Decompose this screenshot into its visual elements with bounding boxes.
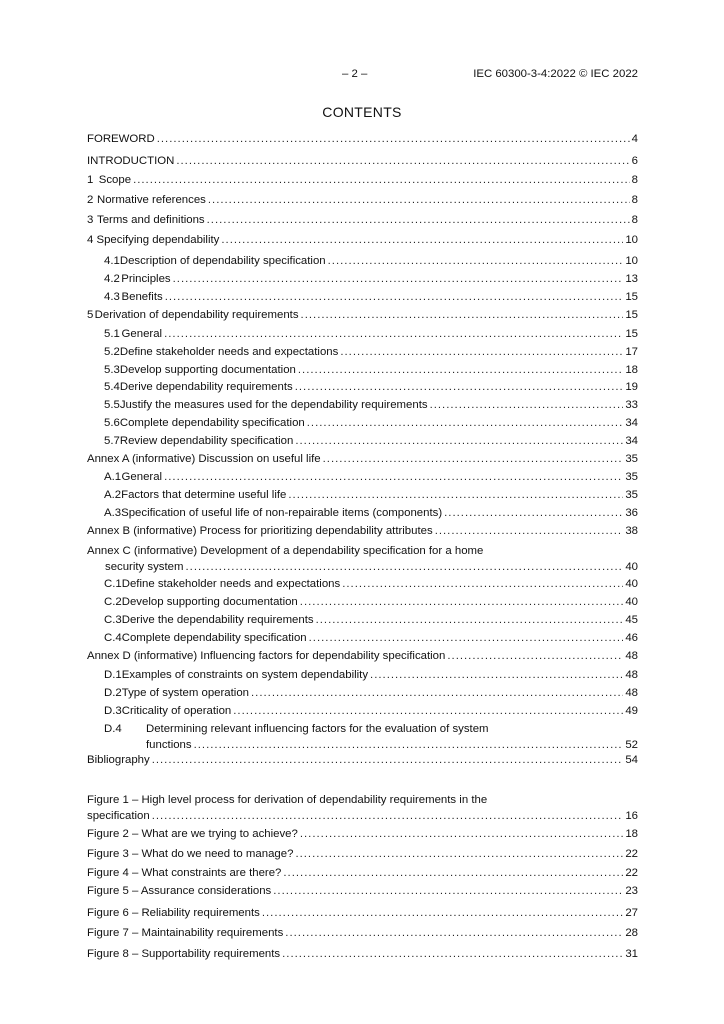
toc-number: 5.2 <box>104 346 120 358</box>
toc-title[interactable]: Figure 2 – What are we trying to achieve? <box>87 828 298 840</box>
dot-leader <box>194 737 624 753</box>
toc-number: 5.1 <box>104 328 120 340</box>
toc-number: C.1 <box>104 578 122 590</box>
toc-entry[interactable] <box>87 543 638 575</box>
toc-number: 4.2 <box>104 273 120 285</box>
toc-entry[interactable] <box>87 469 638 485</box>
dot-leader <box>164 469 623 485</box>
toc-entry[interactable] <box>87 397 638 413</box>
toc-page-number[interactable]: 13 <box>625 273 638 285</box>
toc-page-number[interactable]: 10 <box>625 255 638 267</box>
toc-number: A.3 <box>104 507 122 519</box>
figure-list-entry[interactable] <box>87 905 638 921</box>
toc-page-number[interactable]: 54 <box>625 754 638 766</box>
toc-title[interactable]: Derive dependability requirements <box>119 381 293 393</box>
toc-page-number[interactable]: 18 <box>625 828 638 840</box>
dot-leader <box>273 883 623 899</box>
dot-leader <box>340 344 623 360</box>
toc-entry[interactable] <box>87 630 638 646</box>
toc-number: D.2 <box>104 687 122 699</box>
toc-title[interactable]: Annex A (informative) Discussion on useful life <box>87 453 321 465</box>
toc-number: D.4 <box>104 723 122 735</box>
toc-entry[interactable] <box>87 307 638 323</box>
toc-page-number[interactable]: 40 <box>625 578 638 590</box>
toc-entry[interactable] <box>87 667 638 683</box>
toc-title[interactable]: Description of dependability specification <box>119 255 326 267</box>
toc-page-number[interactable]: 35 <box>625 489 638 501</box>
toc-number: A.2 <box>104 489 122 501</box>
dot-leader <box>328 253 624 269</box>
toc-entry[interactable] <box>87 289 638 305</box>
dot-leader <box>370 667 623 683</box>
dot-leader <box>295 379 624 395</box>
dot-leader <box>300 594 624 610</box>
toc-entry[interactable] <box>87 487 638 503</box>
toc-number: 5.4 <box>104 381 120 393</box>
toc-page-number[interactable]: 15 <box>625 328 638 340</box>
toc-entry[interactable] <box>87 192 638 208</box>
toc-number: C.3 <box>104 614 122 626</box>
toc-entry[interactable] <box>87 752 638 768</box>
dot-leader <box>307 415 624 431</box>
toc-title[interactable]: Review dependability specification <box>119 435 294 447</box>
page-title: CONTENTS <box>322 104 402 120</box>
toc-title[interactable]: security system <box>105 561 184 573</box>
toc-title[interactable]: Justify the measures used for the dependability requirements <box>119 399 428 411</box>
toc-title[interactable]: Normative references <box>96 194 206 206</box>
toc-number: 5 <box>87 309 94 321</box>
toc-title[interactable]: Derivation of dependability requirements <box>94 309 299 321</box>
toc-entry[interactable] <box>87 344 638 360</box>
figure-list-entry[interactable] <box>87 846 638 862</box>
toc-entry[interactable] <box>87 612 638 628</box>
toc-number: 5.3 <box>104 364 120 376</box>
toc-page-number[interactable]: 22 <box>625 848 638 860</box>
toc-page-number[interactable]: 8 <box>631 214 638 226</box>
toc-entry[interactable] <box>87 172 638 188</box>
toc-entry[interactable] <box>87 379 638 395</box>
toc-title[interactable]: Figure 6 – Reliability requirements <box>87 907 260 919</box>
dot-leader <box>430 397 624 413</box>
toc-title[interactable]: Complete dependability specification <box>119 417 305 429</box>
toc-title[interactable]: Benefits <box>121 291 163 303</box>
toc-page-number[interactable]: 10 <box>625 234 638 246</box>
toc-title[interactable]: Determining relevant influencing factors for the evaluation of system <box>146 723 489 735</box>
toc-page-number[interactable]: 28 <box>625 927 638 939</box>
toc-title[interactable]: Complete dependability specification <box>121 632 307 644</box>
toc-entry[interactable] <box>87 271 638 287</box>
toc-number: D.1 <box>104 669 122 681</box>
toc-number: D.3 <box>104 705 122 717</box>
toc-title[interactable]: General <box>121 471 163 483</box>
toc-title[interactable]: Scope <box>98 174 132 186</box>
toc-title[interactable]: INTRODUCTION <box>87 155 175 167</box>
figure-list-entry[interactable] <box>87 826 638 842</box>
toc-entry[interactable] <box>87 253 638 269</box>
toc-title[interactable]: Figure 8 – Supportability requirements <box>87 948 281 960</box>
toc-title[interactable]: Factors that determine useful life <box>121 489 287 501</box>
toc-page-number[interactable]: 15 <box>625 291 638 303</box>
toc-number: 4 <box>87 234 94 246</box>
toc-title[interactable]: functions <box>146 739 192 751</box>
dot-leader <box>282 946 623 962</box>
toc-page-number[interactable]: 18 <box>625 364 638 376</box>
toc-title[interactable]: Specification of useful life of non-repairable items (components) <box>121 507 443 519</box>
toc-title[interactable]: Principles <box>121 273 171 285</box>
document-id: IEC 60300-3-4:2022 © IEC 2022 <box>473 68 638 80</box>
toc-page-number[interactable]: 8 <box>631 174 638 186</box>
toc-title[interactable]: Figure 3 – What do we need to manage? <box>87 848 294 860</box>
dot-leader <box>152 808 624 824</box>
dot-leader <box>298 362 623 378</box>
toc-entry[interactable] <box>87 721 638 753</box>
toc-number: C.2 <box>104 596 122 608</box>
dot-leader <box>251 685 623 701</box>
dot-leader <box>309 630 624 646</box>
toc-title[interactable]: Annex D (informative) Influencing factors for dependability specification <box>87 650 446 662</box>
toc-page-number[interactable]: 45 <box>625 614 638 626</box>
dot-leader <box>233 703 623 719</box>
toc-page-number[interactable]: 34 <box>625 417 638 429</box>
toc-page-number[interactable]: 17 <box>625 346 638 358</box>
toc-entry[interactable] <box>87 523 638 539</box>
toc-title[interactable]: Develop supporting documentation <box>121 596 298 608</box>
toc-title[interactable]: Annex C (informative) Development of a dependability specification for a home <box>87 545 484 557</box>
dot-leader <box>295 846 623 862</box>
toc-number: 5.6 <box>104 417 120 429</box>
toc-title[interactable]: Terms and definitions <box>97 214 205 226</box>
toc-page-number[interactable]: 48 <box>625 687 638 699</box>
toc-page-number[interactable]: 48 <box>625 650 638 662</box>
toc-title[interactable]: Bibliography <box>87 754 150 766</box>
toc-number: C.4 <box>104 632 122 644</box>
toc-page-number[interactable]: 38 <box>625 525 638 537</box>
toc-title[interactable]: Figure 7 – Maintainability requirements <box>87 927 284 939</box>
toc-page-number[interactable]: 52 <box>625 739 638 751</box>
toc-page-number[interactable]: 40 <box>625 596 638 608</box>
toc-number: 2 <box>87 194 94 206</box>
dot-leader <box>447 648 623 664</box>
figure-list-entry[interactable] <box>87 946 638 962</box>
toc-title[interactable]: Define stakeholder needs and expectations <box>119 346 339 358</box>
toc-title[interactable]: Examples of constraints on system dependability <box>121 669 369 681</box>
toc-entry[interactable] <box>87 594 638 610</box>
toc-entry[interactable] <box>87 232 638 248</box>
dot-leader <box>262 905 623 921</box>
toc-page-number[interactable]: 6 <box>631 155 638 167</box>
figure-list-entry[interactable] <box>87 865 638 881</box>
dot-leader <box>300 826 623 842</box>
toc-page-number[interactable]: 31 <box>625 948 638 960</box>
toc-page-number[interactable]: 35 <box>625 471 638 483</box>
dot-leader <box>295 433 623 449</box>
toc-page-number[interactable]: 16 <box>625 810 638 822</box>
toc-title[interactable]: General <box>121 328 163 340</box>
toc-page-number[interactable]: 36 <box>625 507 638 519</box>
toc-title[interactable]: Derive the dependability requirements <box>121 614 314 626</box>
toc-entry[interactable] <box>87 212 638 228</box>
dot-leader <box>164 326 623 342</box>
dot-leader <box>444 505 623 521</box>
figure-list-entry[interactable] <box>87 883 638 899</box>
toc-title[interactable]: Define stakeholder needs and expectations <box>121 578 341 590</box>
dot-leader <box>207 212 630 228</box>
toc-number: 4.1 <box>104 255 120 267</box>
toc-title[interactable]: Figure 4 – What constraints are there? <box>87 867 282 879</box>
toc-page-number[interactable]: 46 <box>625 632 638 644</box>
dot-leader <box>176 153 629 169</box>
dot-leader <box>157 131 630 147</box>
toc-entry[interactable] <box>87 131 638 147</box>
toc-number: A.1 <box>104 471 122 483</box>
toc-page-number[interactable]: 15 <box>625 309 638 321</box>
toc-number: 3 <box>87 214 94 226</box>
toc-entry[interactable] <box>87 153 638 169</box>
dot-leader <box>316 612 624 628</box>
toc-number: 5.5 <box>104 399 120 411</box>
toc-entry[interactable] <box>87 433 638 449</box>
toc-page-number[interactable]: 8 <box>631 194 638 206</box>
dot-leader <box>435 523 624 539</box>
dot-leader <box>185 559 623 575</box>
toc-entry[interactable] <box>87 648 638 664</box>
toc-page-number[interactable]: 4 <box>631 133 638 145</box>
toc-title[interactable]: Criticality of operation <box>121 705 232 717</box>
toc-title[interactable]: FOREWORD <box>87 133 155 145</box>
toc-page-number[interactable]: 22 <box>625 867 638 879</box>
dot-leader <box>152 752 624 768</box>
toc-number: 5.7 <box>104 435 120 447</box>
dot-leader <box>283 865 623 881</box>
toc-title[interactable]: Develop supporting documentation <box>119 364 296 376</box>
figure-list-entry[interactable] <box>87 792 638 824</box>
toc-entry[interactable] <box>87 685 638 701</box>
toc-entry[interactable] <box>87 326 638 342</box>
figure-list-entry[interactable] <box>87 925 638 941</box>
toc-title[interactable]: Type of system operation <box>121 687 249 699</box>
toc-entry[interactable] <box>87 576 638 592</box>
toc-entry[interactable] <box>87 362 638 378</box>
toc-title[interactable]: Figure 1 – High level process for derivation of dependability requirements in the <box>87 794 488 806</box>
toc-number: 4.3 <box>104 291 120 303</box>
toc-page-number[interactable]: 48 <box>625 669 638 681</box>
dot-leader <box>221 232 623 248</box>
page-number: – 2 – <box>342 68 368 80</box>
toc-page-number[interactable]: 49 <box>625 705 638 717</box>
toc-title[interactable]: Figure 5 – Assurance considerations <box>87 885 272 897</box>
toc-number: 1 <box>87 174 94 186</box>
dot-leader <box>288 487 623 503</box>
dot-leader <box>165 289 624 305</box>
dot-leader <box>301 307 624 323</box>
toc-entry[interactable] <box>87 415 638 431</box>
page-header <box>0 68 724 84</box>
toc-page-number[interactable]: 27 <box>625 907 638 919</box>
dot-leader <box>323 451 624 467</box>
toc-page-number[interactable]: 23 <box>625 885 638 897</box>
toc-title[interactable]: Specifying dependability <box>96 234 220 246</box>
dot-leader <box>208 192 630 208</box>
dot-leader <box>173 271 624 287</box>
dot-leader <box>133 172 630 188</box>
toc-page-number[interactable]: 40 <box>625 561 638 573</box>
dot-leader <box>285 925 623 941</box>
toc-entry[interactable] <box>87 451 638 467</box>
dot-leader <box>342 576 623 592</box>
toc-entry[interactable] <box>87 505 638 521</box>
toc-page-number[interactable]: 33 <box>625 399 638 411</box>
toc-page-number[interactable]: 34 <box>625 435 638 447</box>
toc-page-number[interactable]: 19 <box>625 381 638 393</box>
toc-title[interactable]: specification <box>87 810 150 822</box>
toc-page-number[interactable]: 35 <box>625 453 638 465</box>
toc-entry[interactable] <box>87 703 638 719</box>
toc-title[interactable]: Annex B (informative) Process for prioritizing dependability attributes <box>87 525 433 537</box>
